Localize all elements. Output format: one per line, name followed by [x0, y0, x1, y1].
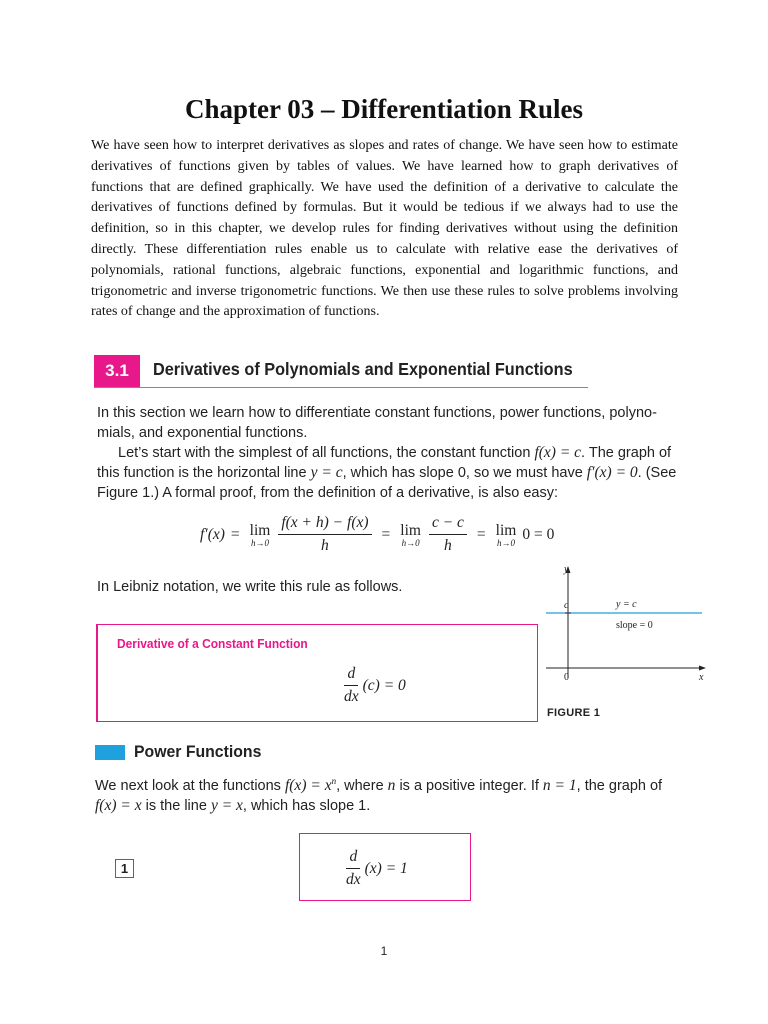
section-title: Derivatives of Polynomials and Exponential Functions: [153, 359, 573, 379]
inline-math-y-x: y = x: [210, 796, 243, 814]
fraction-difference-quotient: $\frac{f(x + h) - f(x)}{h}$: [278, 514, 371, 555]
y-axis-label: y: [564, 564, 569, 575]
inline-math-fx-xn: f(x) = x: [284, 776, 332, 794]
figure-1-graph: [540, 560, 720, 700]
d-dx-fraction: $\frac{d}{dx}$: [344, 665, 359, 705]
fraction-c-minus-c: $\frac{c - c}{h}$: [429, 514, 467, 555]
rule-box-title: Derivative of a Constant Function: [117, 636, 308, 651]
eq-fprime: f′(x): [200, 525, 225, 543]
lim-3: lim h→0: [495, 521, 517, 548]
equation-number-1: 1: [115, 859, 134, 878]
c-derivative-result: (c) = 0: [362, 676, 406, 694]
eq-sign: =: [230, 525, 240, 543]
figure-caption: FIGURE 1: [547, 707, 601, 719]
para2-text-d: . (See Figure 1.) A formal proof, from the definition of a derivative, is also easy:: [97, 465, 677, 501]
para2-text-b: . The graph of this function is the horizontal line: [97, 445, 672, 481]
intro-paragraph: We have seen how to interpret derivatives as slopes and rates of change. We have seen how to estimate derivatives of functions given by tables of values. We have learned how to graph derivatives of functions that are defined graphically. We have used the definition of a derivative to calculate the derivatives of functions defined by formulas. But it would be tedious if we always had to use the definition, so in this chapter, we develop rules for finding derivatives without using the definition directly. These differentiation rules enable us to calculate with relative ease the derivatives of polynomials, rational functions, algebraic functions, exponential and logarithmic functions, and trigonometric and inverse trigonometric functions. We then use these rules to solve problems involving rates of change and the approximation of functions.: [91, 138, 678, 320]
equation-1-formula: [346, 848, 408, 889]
inline-math-n-1: n = 1: [542, 776, 577, 794]
leibniz-sentence: In Leibniz notation, we write this rule as follows.: [97, 579, 403, 595]
para2-text-c: , which has slope 0, so we must have: [342, 465, 583, 481]
power-functions-title: Power Functions: [134, 742, 262, 761]
eq-sign: =: [381, 525, 391, 543]
section-paragraph-1: In this section we learn how to differentiate constant functions, power functions, polyno-mials, and exponential functions.: [97, 405, 657, 441]
constant-derivative-formula: [344, 665, 406, 706]
section-number-badge: 3.1: [94, 355, 140, 387]
eq-result: 0 = 0: [522, 525, 555, 543]
inline-math-fx-c: f(x) = c: [534, 444, 582, 461]
line-label: y = c: [616, 599, 637, 610]
x-axis-label: x: [699, 672, 704, 683]
slope-label: slope = 0: [616, 620, 653, 631]
para2-text-a: Let’s start with the simplest of all functions, the constant function: [118, 445, 531, 461]
power-functions-paragraph: We next look at the functions $f(x) = x^n$, where n is a positive integer. If n = 1, the graph of f(x) = x is the line y = x, which has slope 1.: [95, 776, 663, 814]
d-dx-fraction: $\frac{d}{dx}$: [346, 848, 361, 888]
chapter-title: Chapter 03 – Differentiation Rules: [185, 94, 583, 124]
eq-sign: =: [476, 525, 486, 543]
lim-2: lim h→0: [400, 521, 421, 548]
inline-math-y-c: y = c: [310, 464, 343, 481]
x-axis-arrow: [699, 666, 706, 671]
section-paragraph-2: [97, 443, 679, 503]
subsection-marker: [95, 745, 125, 760]
x-derivative-result: (x) = 1: [364, 859, 408, 877]
inline-math-fx-x: f(x) = x: [95, 796, 142, 814]
inline-math-fprime-zero: f′(x) = 0: [586, 464, 638, 481]
c-label: c: [564, 600, 569, 611]
section-underline: [94, 387, 588, 388]
origin-label: 0: [564, 672, 569, 683]
page-number: 1: [380, 944, 388, 958]
lim-1: lim h→0: [249, 521, 271, 548]
limit-proof-equation: [200, 514, 554, 555]
